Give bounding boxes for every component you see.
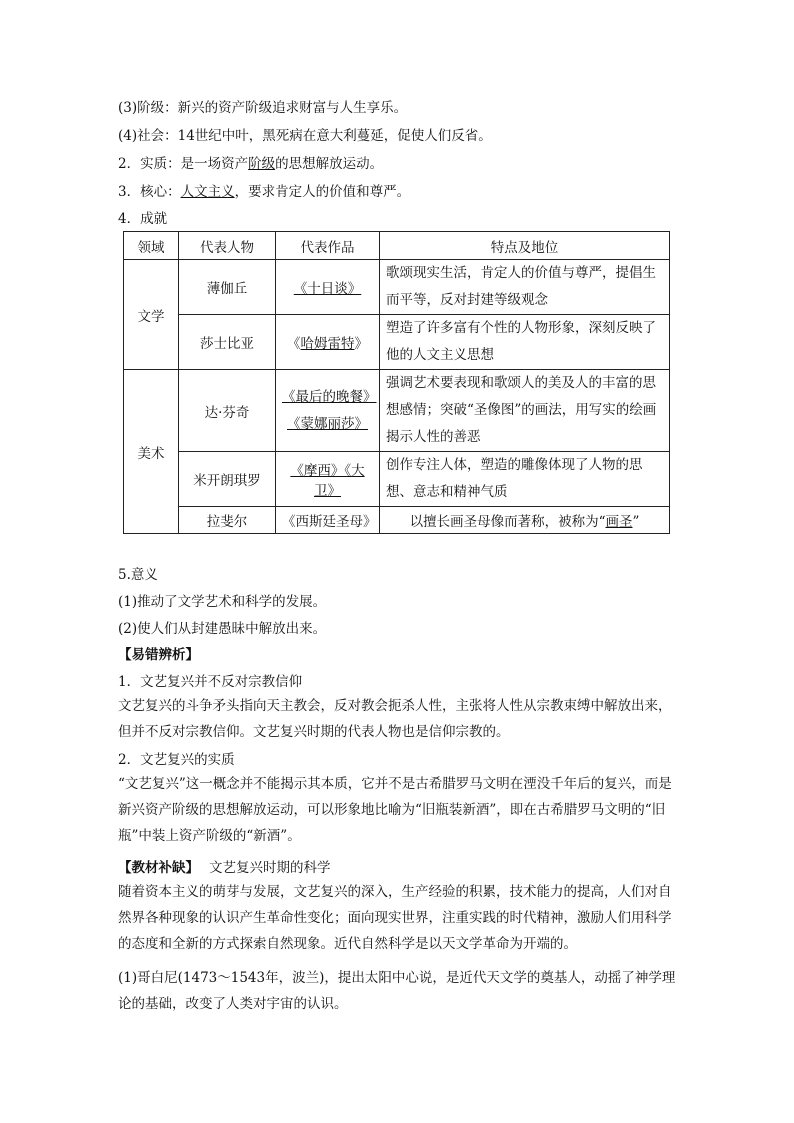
cell-work: 《西斯廷圣母》 — [276, 507, 380, 534]
work-bracket-close: 》 — [354, 336, 368, 352]
feature-quote-close: ” — [632, 514, 640, 530]
table-row — [124, 315, 670, 370]
cell-person: 米开朗琪罗 — [179, 452, 276, 507]
cell-feature: 塑造了许多富有个性的人物形象，深刻反映了他的人文主义思想 — [380, 315, 670, 370]
core-underlined: 人文主义 — [180, 184, 235, 200]
easy-mistake-title: 【易错辨析】 — [118, 647, 199, 663]
table-header-row — [124, 232, 670, 260]
text-significance-heading: 5.意义 — [118, 567, 158, 583]
text-significance-1: (1)推动了文学艺术和科学的发展。 — [118, 594, 327, 610]
core-prefix: 3．核心： — [118, 184, 181, 200]
copernicus-text: (1)哥白尼(1473～1543年，波兰)，提出太阳中心说，是近代天文学的奠基人，动摇了神学理论的基础，改变了人类对宇宙的认识。 — [118, 970, 676, 1012]
cell-field-art: 美术 — [124, 370, 179, 534]
cell-person: 薄伽丘 — [179, 260, 276, 315]
cell-work: 《摩西》《大卫》 — [276, 452, 380, 507]
cell-person: 莎士比亚 — [179, 315, 276, 370]
work-bracket-open: 《 — [287, 336, 301, 352]
essence-suffix: 的思想解放运动。 — [275, 156, 384, 172]
text-significance-2: (2)使人们从封建愚昧中解放出来。 — [118, 621, 327, 637]
cell-work — [276, 315, 380, 370]
header-person: 代表人物 — [179, 232, 276, 260]
easy-mistake-1-text: 文艺复兴的斗争矛头指向天主教会，反对教会扼杀人性，主张将人性从宗教束缚中解放出来，但并不反对宗教信仰。文艺复兴时期的代表人物也是信仰宗教的。 — [118, 698, 672, 740]
table-row — [124, 260, 670, 315]
work-line-2: 《蒙娜丽莎》 — [287, 415, 368, 432]
supplement-text: 随着资本主义的萌芽与发展，文艺复兴的深入，生产经验的积累，技术能力的提高，人们对自然界各种现象的认识产生革命性变化；面向现实世界，注重实践的时代精神，激励人们用科学的态度和全新的方式探索自然现象。近代自然科学是以天文学革命为开端的。 — [118, 884, 672, 952]
header-feature: 特点及地位 — [380, 232, 670, 260]
text-essence — [118, 152, 383, 172]
essence-prefix: 2．实质：是一场资产 — [118, 156, 249, 172]
textbook-supplement-heading — [118, 856, 331, 876]
table-row — [124, 452, 670, 507]
text-society: (4)社会：14世纪中叶，黑死病在意大利蔓延，促使人们反省。 — [118, 128, 492, 144]
achievements-table — [123, 231, 670, 534]
cell-feature: 歌颂现实生活，肯定人的价值与尊严，提倡生而平等，反对封建等级观念 — [380, 260, 670, 315]
text-achievements-heading: 4．成就 — [118, 211, 168, 227]
core-suffix: ，要求肯定人的价值和尊严。 — [234, 184, 411, 200]
cell-feature: 创作专注人体，塑造的雕像体现了人物的思想、意志和精神气质 — [380, 452, 670, 507]
easy-mistake-2-text: “文艺复兴”这一概念并不能揭示其本质，它并不是古希腊罗马文明在湮没千年后的复兴，而是新兴资产阶级的思想解放运动，可以形象地比喻为“旧瓶装新酒”，即在古希腊罗马文明的“旧瓶”中装上资产阶级的“新酒”。 — [118, 776, 672, 844]
header-work: 代表作品 — [276, 232, 380, 260]
essence-underlined: 阶级 — [248, 156, 276, 172]
cell-feature — [380, 507, 670, 534]
cell-person: 达·芬奇 — [179, 370, 276, 452]
feature-underlined: 画圣 — [605, 514, 633, 530]
cell-work — [276, 370, 380, 452]
easy-mistake-1-title: 1．文艺复兴并不反对宗教信仰 — [118, 674, 303, 690]
easy-mistake-2-title: 2．文艺复兴的实质 — [118, 752, 235, 768]
work-line-1: 《最后的晚餐》 — [282, 388, 377, 405]
text-core — [118, 180, 410, 200]
feature-text: 以擅长画圣母像而著称，被称为“ — [409, 514, 606, 530]
supplement-title: 【教材补缺】 — [118, 860, 199, 876]
table-row — [124, 370, 670, 452]
supplement-subtitle: 文艺复兴时期的科学 — [209, 860, 331, 876]
table-row — [124, 507, 670, 534]
cell-person: 拉斐尔 — [179, 507, 276, 534]
text-class: (3)阶级：新兴的资产阶级追求财富与人生享乐。 — [118, 100, 408, 116]
cell-field-literature: 文学 — [124, 260, 179, 370]
cell-feature: 强调艺术要表现和歌颂人的美及人的丰富的思想感情；突破“圣像图”的画法，用写实的绘画揭示人性的善恶 — [380, 370, 670, 452]
header-field: 领域 — [124, 232, 179, 260]
cell-work: 《十日谈》 — [276, 260, 380, 315]
work-title-underlined: 哈姆雷特 — [300, 336, 355, 352]
